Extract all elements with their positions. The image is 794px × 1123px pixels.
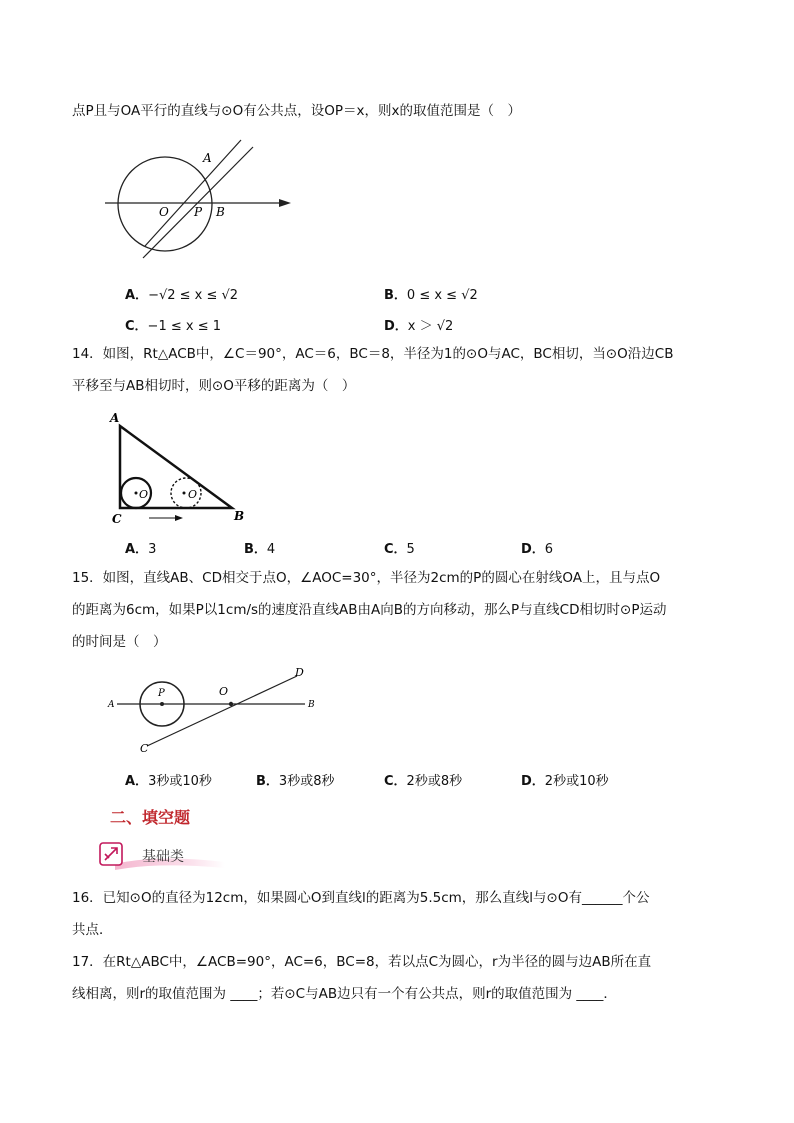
q15-option-d[interactable]: D．2秒或10秒 — [521, 774, 609, 789]
q15-line2: 的距离为6cm，如果P以1cm/s的速度沿直线AB由A向B的方向移动，那么P与直线CD相切时⊙P运动 — [72, 602, 667, 618]
banner-label: 基础类 — [142, 849, 184, 865]
q13-label-A: A — [203, 151, 212, 165]
q13-option-a[interactable]: A．−√2 ≤ x ≤ √2 — [125, 288, 239, 303]
q13-label-B: B — [216, 205, 225, 219]
q15-option-c[interactable]: C．2秒或8秒 — [384, 774, 463, 789]
q13-option-c[interactable]: C．−1 ≤ x ≤ 1 — [125, 319, 221, 334]
q15-label-D: D — [295, 666, 304, 679]
q14-center-moved — [183, 492, 186, 495]
q15-label-A: A — [108, 700, 115, 710]
q14-move-arrowhead — [175, 515, 183, 521]
q15-figure — [105, 662, 325, 757]
q14-option-a[interactable]: A．3 — [125, 542, 157, 557]
q13-circle-O — [118, 157, 212, 251]
q17-line2: 线相离，则r的取值范围为 ____；若⊙C与AB边只有一个有公共点，则r的取值范围为 ____． — [72, 986, 617, 1002]
q14-line1: 14．如图，Rt△ACB中，∠C＝90°，AC＝6，BC＝8，半径为1的⊙O与AC，BC相切，当⊙O沿边CB — [72, 346, 674, 362]
q14-center-start — [135, 492, 138, 495]
q14-label-C: C — [112, 512, 122, 526]
section-heading: 二、填空题 — [110, 808, 191, 827]
q15-option-b[interactable]: B．3秒或8秒 — [256, 774, 335, 789]
q13-axis-arrow — [279, 199, 291, 207]
q14-option-b[interactable]: B．4 — [244, 542, 276, 557]
q13-option-d[interactable]: D．x ＞ √2 — [384, 319, 454, 334]
q15-line3: 的时间是（ ） — [72, 634, 167, 650]
q15-label-B: B — [308, 700, 315, 710]
q14-option-d[interactable]: D．6 — [521, 542, 554, 557]
q15-option-a[interactable]: A．3秒或10秒 — [125, 774, 212, 789]
q17-line1: 17．在Rt△ABC中，∠ACB=90°，AC=6，BC=8，若以点C为圆心，r为半径的圆与边AB所在直 — [72, 954, 652, 970]
q13-option-b[interactable]: B．0 ≤ x ≤ √2 — [384, 288, 478, 303]
q14-label-O1: O — [139, 488, 149, 501]
q16-line2: 共点． — [72, 922, 113, 938]
q16-line1: 16．已知⊙O的直径为12cm，如果圆心O到直线l的距离为5.5cm，那么直线l与⊙O有______个公 — [72, 890, 650, 906]
q15-label-C: C — [140, 742, 149, 755]
q15-point-O — [229, 702, 233, 706]
q15-label-O: O — [219, 685, 229, 698]
q13-figure — [95, 138, 305, 260]
q14-label-B: B — [234, 509, 245, 523]
q14-line2: 平移至与AB相切时，则⊙O平移的距离为（ ） — [72, 378, 356, 394]
q14-option-c[interactable]: C．5 — [384, 542, 415, 557]
q14-triangle — [120, 426, 232, 508]
q14-figure — [105, 406, 255, 526]
q13-text: 点P且与OA平行的直线与⊙O有公共点，设OP＝x，则x的取值范围是（ ） — [72, 103, 521, 119]
q14-label-A: A — [110, 411, 120, 425]
q13-label-O: O — [159, 205, 169, 219]
q13-line-OA — [145, 140, 241, 246]
q14-label-O2: O — [188, 488, 198, 501]
q15-line1: 15．如图，直线AB、CD相交于点O，∠AOC=30°，半径为2cm的P的圆心在射线OA上，且与点O — [72, 570, 661, 586]
q15-center-P — [160, 702, 164, 706]
q15-label-P: P — [158, 688, 165, 699]
q13-label-P: P — [194, 205, 203, 219]
